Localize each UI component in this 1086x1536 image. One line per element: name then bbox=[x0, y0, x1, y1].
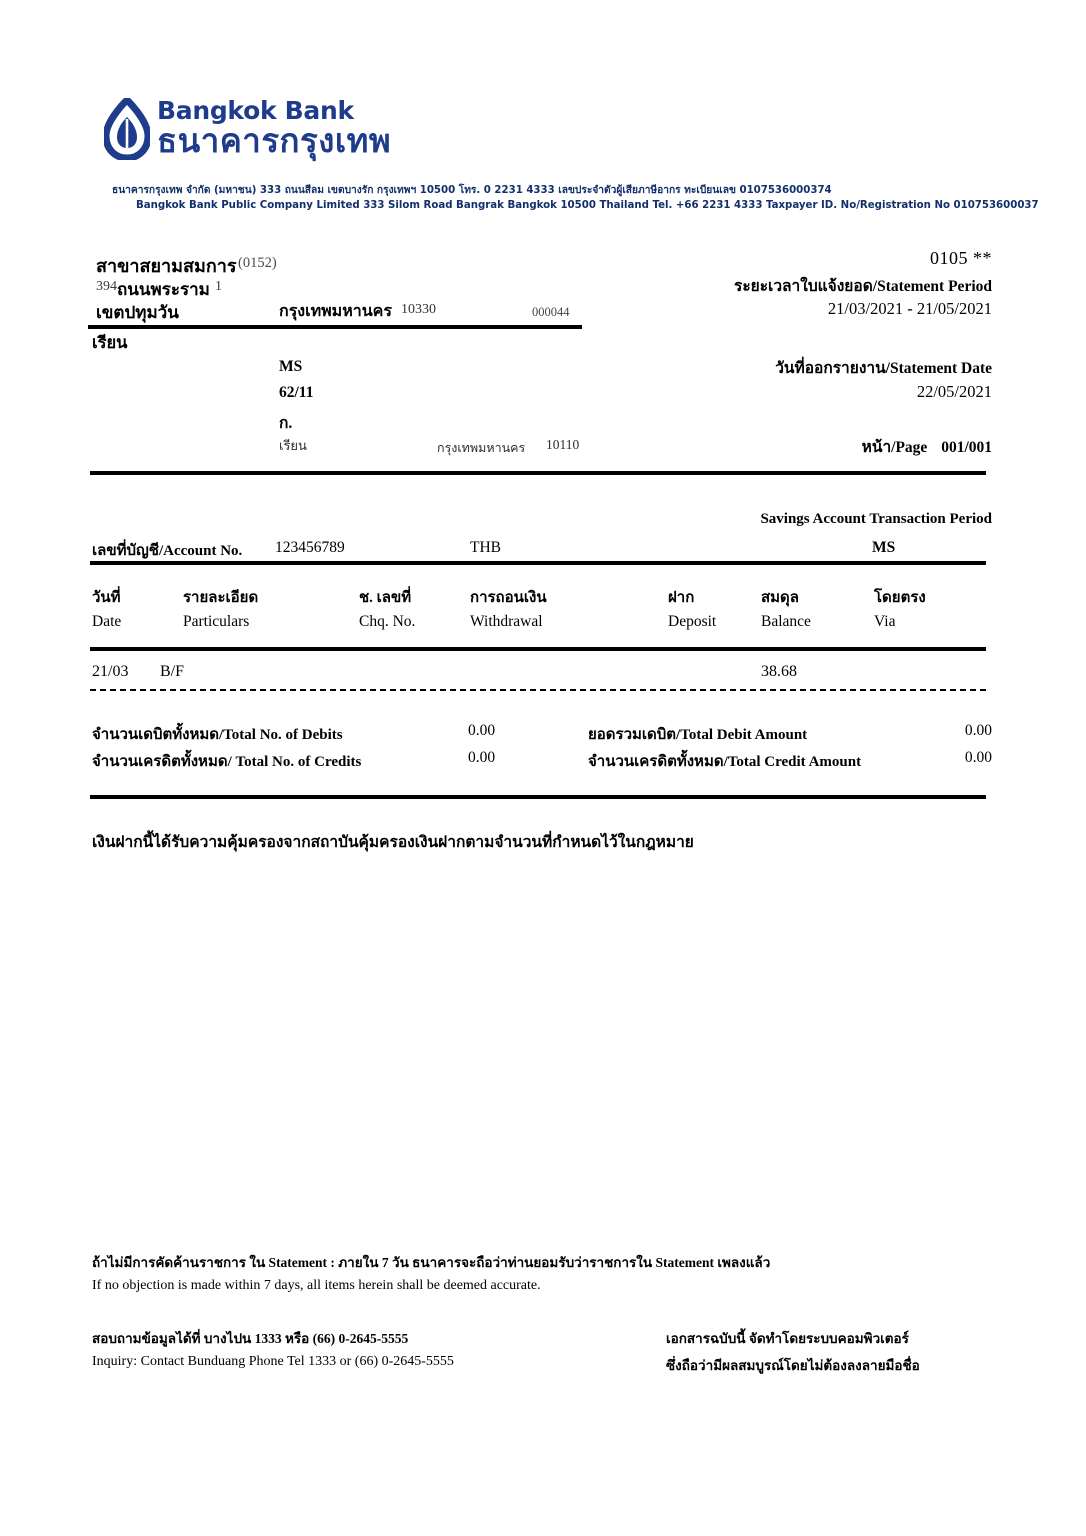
total-debit-amount-value: 0.00 bbox=[964, 722, 992, 739]
column-header-balance-en: Balance bbox=[761, 613, 811, 630]
customer-name: MS bbox=[279, 358, 303, 375]
column-header-date bbox=[92, 591, 121, 630]
column-header-via bbox=[874, 591, 926, 630]
column-header-date-th: วันที่ bbox=[92, 590, 121, 606]
statement-date-label: วันที่ออกรายงาน/Statement Date bbox=[775, 360, 992, 377]
column-header-balance-th: สมดุล bbox=[761, 590, 799, 606]
column-header-cheque-no-en: Chq. No. bbox=[359, 613, 416, 630]
total-debits-count-label: จำนวนเดบิตทั้งหมด/Total No. of Debits bbox=[92, 727, 343, 743]
bank-address-thai: ธนาคารกรุงเทพ จำกัด (มหาชน) 333 ถนนสีลม เขตบางรัก กรุงเทพฯ 10500 โทร. 0 2231 4333 เลขประจำตัวผู้เสียภาษีอากร ทะเบียนเลข 0107536000374 bbox=[112, 185, 832, 196]
total-credit-amount-label: จำนวนเครดิตทั้งหมด/Total Credit Amount bbox=[588, 754, 862, 770]
page-value: 001/001 bbox=[941, 439, 992, 456]
total-debit-amount-label: ยอดรวมเดบิต/Total Debit Amount bbox=[588, 727, 808, 743]
branch-city: กรุงเทพมหานคร bbox=[279, 303, 392, 320]
total-credit-amount-value: 0.00 bbox=[964, 749, 992, 766]
total-credits-count-label: จำนวนเครดิตทั้งหมด/ Total No. of Credits bbox=[92, 754, 362, 770]
divider-table-header bbox=[90, 647, 986, 651]
page-indicator bbox=[862, 434, 992, 459]
table-row-date: 21/03 bbox=[92, 663, 129, 680]
branch-address-number: 394 bbox=[96, 279, 117, 294]
statement-period-value: 21/03/2021 - 21/05/2021 bbox=[827, 299, 992, 318]
divider-top-account bbox=[90, 471, 986, 475]
column-header-particulars bbox=[183, 591, 258, 630]
computer-generated-notice-line2: ซึ่งถือว่ามีผลสมบูรณ์โดยไม่ต้องลงลายมือชื่อ bbox=[666, 1358, 920, 1373]
customer-address-line2: ก. bbox=[279, 415, 293, 432]
branch-road: ถนนพระราม bbox=[117, 280, 210, 299]
divider-totals-bottom bbox=[90, 795, 986, 799]
account-section-title: Savings Account Transaction Period bbox=[760, 511, 992, 527]
branch-district: เขตปทุมวัน bbox=[96, 303, 179, 322]
divider-branch bbox=[88, 325, 582, 329]
page-label: หน้า/Page bbox=[861, 439, 928, 456]
account-number-label: เลขที่บัญชี/Account No. bbox=[92, 543, 243, 559]
salutation-label: เรียน bbox=[92, 333, 128, 352]
statement-date-value: 22/05/2021 bbox=[916, 382, 992, 401]
deposit-protection-notice: เงินฝากนี้ได้รับความคุ้มครองจากสถาบันคุ้มครองเงินฝากตามจำนวนที่กำหนดไว้ในกฎหมาย bbox=[92, 834, 694, 851]
droplet-leaf-icon bbox=[104, 98, 150, 160]
customer-city: กรุงเทพมหานคร bbox=[437, 441, 526, 455]
column-header-particulars-th: รายละเอียด bbox=[183, 590, 259, 606]
column-header-withdrawal-th: การถอนเงิน bbox=[470, 590, 547, 606]
total-credits-count-value: 0.00 bbox=[468, 749, 496, 766]
objection-notice-thai: ถ้าไม่มีการคัดค้านราชการ ใน Statement : ภายใน 7 วัน ธนาคารจะถือว่าท่านยอมรับว่าราชการใน Statement เพลงแล้ว bbox=[92, 1255, 771, 1270]
branch-sequence-number: 000044 bbox=[532, 305, 570, 319]
customer-postcode: 10110 bbox=[546, 437, 580, 452]
statement-code: 0105 ** bbox=[930, 248, 992, 268]
column-header-cheque-no-th: ช. เลขที่ bbox=[359, 590, 412, 606]
bank-logo bbox=[104, 98, 391, 160]
computer-generated-notice-line1: เอกสารฉบับนี้ จัดทำโดยระบบคอมพิวเตอร์ bbox=[666, 1331, 909, 1346]
account-currency: THB bbox=[470, 539, 501, 556]
column-header-via-en: Via bbox=[874, 613, 896, 630]
column-header-via-th: โดยตรง bbox=[874, 590, 926, 606]
branch-code: (0152) bbox=[238, 255, 277, 271]
column-header-deposit-th: ฝาก bbox=[668, 590, 695, 606]
divider-transactions-dashed bbox=[90, 689, 986, 691]
table-row-balance: 38.68 bbox=[761, 663, 797, 680]
branch-name: สาขาสยามสมการ bbox=[96, 256, 237, 276]
column-header-withdrawal-en: Withdrawal bbox=[470, 613, 543, 630]
branch-postcode: 10330 bbox=[401, 302, 436, 317]
column-header-date-en: Date bbox=[92, 613, 122, 630]
bank-address-english: Bangkok Bank Public Company Limited 333 Silom Road Bangrak Bangkok 10500 Thailand Tel. +66 2231 4333 Taxpayer ID. No/Registration No 010753600037 bbox=[136, 200, 1039, 211]
column-header-withdrawal bbox=[470, 591, 547, 630]
inquiry-contact-thai: สอบถามข้อมูลได้ที่ บางไปน 1333 หรือ (66) 0-2645-5555 bbox=[92, 1331, 409, 1346]
divider-account-table bbox=[90, 561, 986, 565]
column-header-deposit-en: Deposit bbox=[668, 613, 717, 630]
account-number-value: 123456789 bbox=[275, 539, 345, 556]
account-holder-name: MS bbox=[872, 539, 896, 556]
statement-period-label: ระยะเวลาใบแจ้งยอด/Statement Period bbox=[734, 278, 992, 295]
branch-road-number: 1 bbox=[215, 279, 222, 294]
objection-notice-english: If no objection is made within 7 days, all items herein shall be deemed accurate. bbox=[92, 1278, 541, 1293]
column-header-deposit bbox=[668, 591, 716, 630]
inquiry-contact-english: Inquiry: Contact Bunduang Phone Tel 1333 or (66) 0-2645-5555 bbox=[92, 1354, 454, 1369]
logo-text-thai: ธนาคารกรุงเทพ bbox=[157, 121, 392, 160]
table-row-particulars: B/F bbox=[160, 663, 185, 680]
column-header-particulars-en: Particulars bbox=[183, 613, 250, 630]
total-debits-count-value: 0.00 bbox=[468, 722, 496, 739]
column-header-balance bbox=[761, 591, 811, 630]
customer-address-line3: เรียน bbox=[279, 438, 307, 453]
column-header-cheque-no bbox=[359, 591, 415, 630]
logo-text-english: Bangkok Bank bbox=[157, 96, 354, 125]
customer-address-line: 62/11 bbox=[279, 384, 314, 401]
